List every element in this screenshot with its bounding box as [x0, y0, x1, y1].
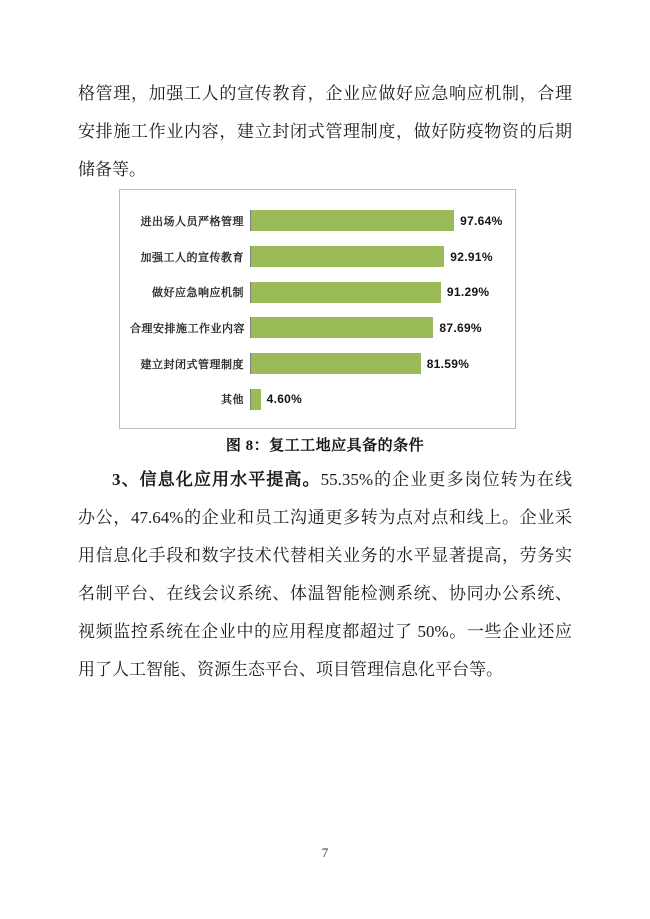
chart-plot-area	[130, 203, 506, 417]
page-content	[78, 0, 572, 689]
chart-category-label: 加强工人的宣传教育	[140, 251, 244, 264]
chart-row	[130, 239, 506, 275]
chart-value-label: 87.69%	[439, 320, 482, 335]
chart-bar	[251, 317, 433, 338]
chart-axis-line	[250, 317, 506, 338]
chart-row	[130, 274, 506, 310]
chart-row	[130, 203, 506, 239]
chart-category-label: 建立封闭式管理制度	[140, 358, 244, 371]
figure-8	[119, 189, 516, 429]
chart-value-label: 91.29%	[446, 285, 490, 300]
chart-category-label: 做好应急响应机制	[152, 287, 244, 300]
text-line: 视频监控系统在企业中的应用程度都超过了 50%。一些企业还应	[78, 622, 572, 641]
chart-category-label: 其他	[221, 394, 244, 407]
text-line: 安排施工作业内容，建立封闭式管理制度，做好防疫物资的后期	[78, 122, 572, 141]
page-number: 7	[321, 845, 329, 860]
chart-bar	[251, 246, 444, 267]
chart-value-label: 97.64%	[460, 213, 503, 228]
chart-category-label: 进出场人员严格管理	[140, 215, 244, 228]
chart-axis-line	[250, 246, 506, 267]
bar-chart	[119, 189, 516, 429]
section-heading: 3、信息化应用水平提高。	[112, 470, 321, 489]
text-line: 用信息化手段和数字技术代替相关业务的水平显著提高，劳务实	[78, 546, 572, 565]
chart-axis-line	[250, 282, 506, 303]
chart-axis-line	[250, 353, 506, 374]
chart-value-label: 81.59%	[426, 356, 470, 371]
chart-bar	[251, 353, 421, 374]
section3-paragraph	[78, 461, 572, 689]
intro-paragraph	[78, 75, 572, 189]
text-line: 储备等。	[78, 160, 146, 179]
chart-axis-line	[250, 389, 506, 410]
text-segment: 55.35%的企业更多岗位转为在线	[320, 470, 572, 489]
chart-bar	[251, 389, 261, 410]
chart-row	[130, 346, 506, 382]
chart-value-label: 92.91%	[450, 249, 493, 264]
chart-bar	[251, 282, 441, 303]
chart-category-label: 合理安排施工作业内容	[130, 322, 245, 335]
chart-row	[130, 310, 506, 346]
chart-bar	[251, 210, 454, 231]
text-line: 名制平台、在线会议系统、体温智能检测系统、协同办公系统、	[78, 584, 572, 603]
text-line: 用了人工智能、资源生态平台、项目管理信息化平台等。	[78, 660, 503, 679]
figure-caption: 图 8：复工工地应具备的条件	[225, 438, 425, 454]
chart-axis-line	[250, 210, 506, 231]
text-line: 格管理，加强工人的宣传教育，企业应做好应急响应机制，合理	[78, 84, 572, 103]
text-line	[78, 461, 572, 499]
chart-value-label: 4.60%	[266, 392, 303, 407]
text-line: 办公，47.64%的企业和员工沟通更多转为点对点和线上。企业采	[78, 508, 572, 527]
chart-row	[130, 381, 506, 417]
